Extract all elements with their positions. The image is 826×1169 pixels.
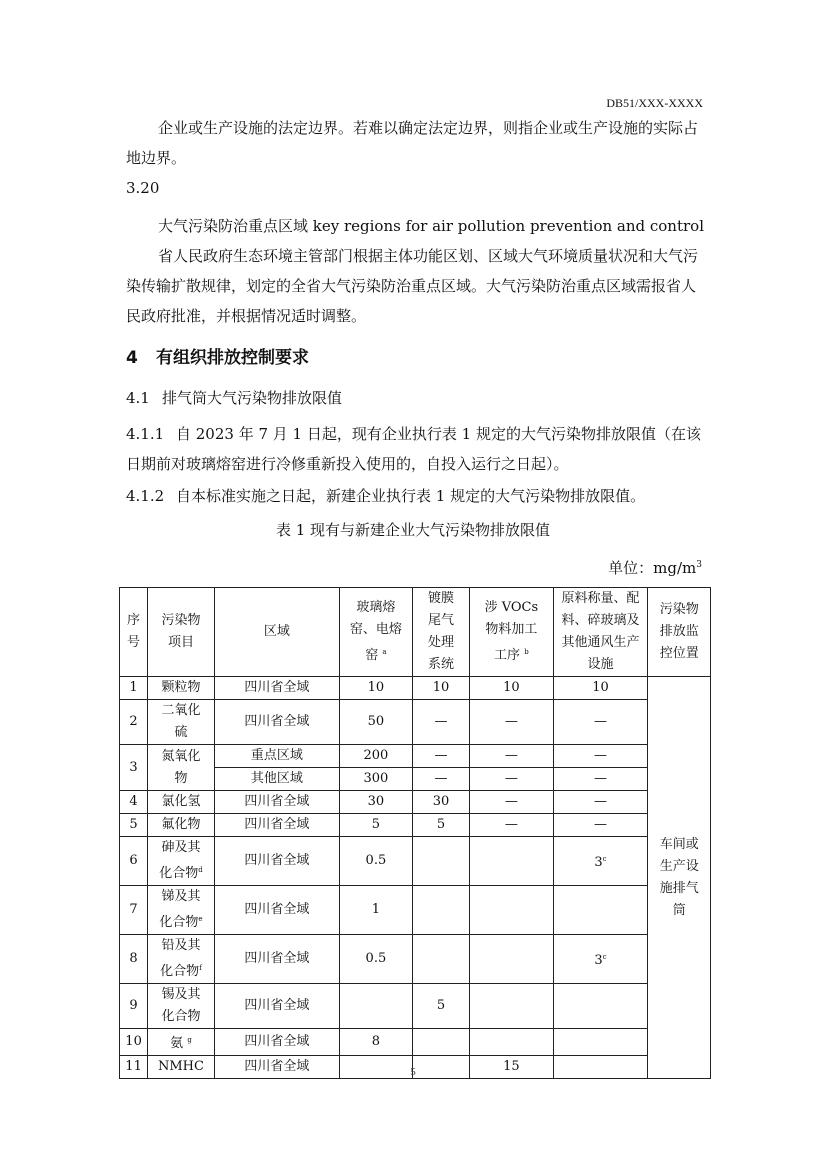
clause-4-1-1-number: 4.1.1 (126, 425, 165, 443)
table-row: 5 氟化物 四川省全域 5 5 — — (120, 814, 711, 837)
header-seq: 序号 (120, 588, 148, 677)
table-row: 6 砷及其化合物$^d$ 四川省全域 0.5 3$^c$ (120, 837, 711, 886)
term-definition: 省人民政府生态环境主管部门根据主体功能区划、区域大气环境质量状况和大气污染传输扩散规律，划定的全省大气污染防治重点区域。大气污染防治重点区域需报省人民政府批准，并根据情况适时调整。 (126, 247, 699, 325)
clause-4-1-2-number: 4.1.2 (126, 487, 165, 505)
table-row: 11 NMHC 四川省全域 15 (120, 1056, 711, 1079)
table-row: 其他区域 300 — — — (120, 768, 711, 791)
table-row: 1 颗粒物 四川省全域 10 10 10 10 车间或生产设施排气筒 (120, 677, 711, 700)
header-pollutant: 污染物项目 (148, 588, 215, 677)
section-heading (126, 343, 309, 368)
table-row: 2 二氧化硫 四川省全域 50 — — — (120, 700, 711, 745)
clause-4-1-2-text: 自本标准实施之日起，新建企业执行表 1 规定的大气污染物排放限值。 (176, 487, 646, 505)
unit-superscript: 3 (696, 560, 702, 570)
clause-number: 3.20 (126, 179, 160, 197)
section-number: 4 (126, 348, 138, 368)
table-row: 9 锡及其化合物 四川省全域 5 (120, 984, 711, 1029)
clause-4-1-2 (126, 481, 706, 511)
table-unit (608, 557, 702, 578)
clause-4-1-1 (126, 419, 706, 479)
header-coating: 镀膜尾气处理系统 (412, 588, 469, 677)
term-heading: 大气污染防治重点区域 key regions for air pollution prevention and control (158, 217, 704, 235)
page-number: 5 (410, 1066, 416, 1078)
header-vocs: 涉 VOCs 物料加工工序 $^b$ (470, 588, 553, 677)
document-code: DB51/XXX-XXXX (606, 96, 703, 110)
clause-4-1-1-text: 自 2023 年 7 月 1 日起，现有企业执行表 1 规定的大气污染物排放限值（在该日期前对玻璃熔窑进行冷修重新投入使用的，自投入运行之日起）。 (126, 425, 701, 473)
table-row: 10 氨 $^g$ 四川省全域 8 (120, 1029, 711, 1056)
table-title: 表 1 现有与新建企业大气污染物排放限值 (275, 521, 551, 539)
monitor-location-cell: 车间或生产设施排气筒 (648, 677, 711, 1079)
paragraph-continuation: 企业或生产设施的法定边界。若难以确定法定边界，则指企业或生产设施的实际占地边界。 (126, 119, 699, 167)
table-row: 4 氯化氢 四川省全域 30 30 — — (120, 791, 711, 814)
subsection-heading (126, 383, 706, 413)
header-raw: 原料称量、配料、碎玻璃及其他通风生产设施 (553, 588, 648, 677)
unit-label: 单位：mg/m (608, 559, 697, 577)
emission-limits-table (119, 587, 711, 1079)
header-monitor: 污染物排放监控位置 (648, 588, 711, 677)
subsection-number: 4.1 (126, 389, 150, 407)
subsection-title: 排气筒大气污染物排放限值 (162, 389, 343, 407)
table-row: 8 铅及其化合物$^f$ 四川省全域 0.5 3$^c$ (120, 935, 711, 984)
table-header-row (120, 588, 711, 677)
table-row: 7 锑及其化合物$^e$ 四川省全域 1 (120, 886, 711, 935)
header-furnace: 玻璃熔窑、电熔窑 $^a$ (339, 588, 412, 677)
section-title: 有组织排放控制要求 (156, 348, 309, 368)
header-region: 区域 (214, 588, 339, 677)
table-row: 3 氮氧化物 重点区域 200 — — — (120, 745, 711, 768)
